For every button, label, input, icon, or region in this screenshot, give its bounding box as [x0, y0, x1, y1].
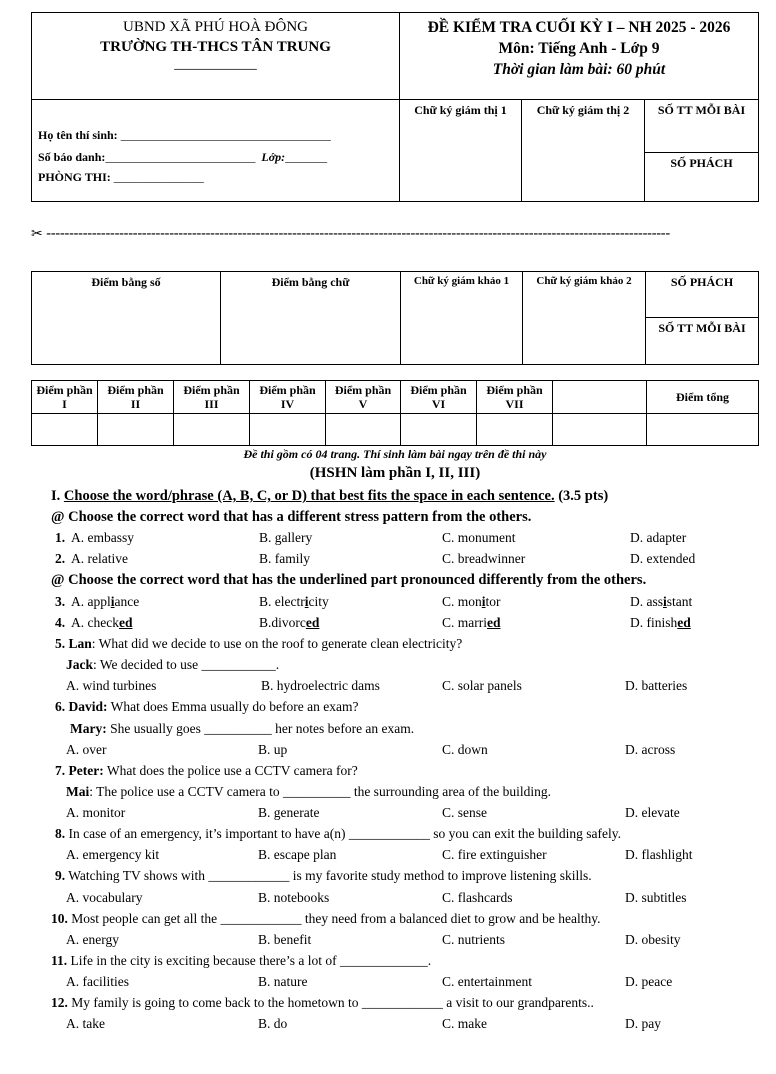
q5-line1: 5. Lan: What did we decide to use on the roof to generate clean electricity? [55, 636, 463, 651]
part-score-3[interactable] [174, 414, 250, 446]
q7-option-c[interactable]: C. sense [442, 805, 487, 820]
q2-option-b[interactable]: B. family [259, 551, 310, 566]
q10-stem: 10. Most people can get all the ____________ they need from a balanced diet to grow and be healthy. [51, 911, 601, 926]
name-line[interactable]: ___________________________________ [120, 128, 331, 142]
exam-title: ĐỀ KIỂM TRA CUỐI KỲ I – NH 2025 - 2026 [427, 19, 731, 36]
q9-option-c[interactable]: C. flashcards [442, 890, 513, 905]
q10-option-b[interactable]: B. benefit [258, 932, 312, 947]
part-score-blank [553, 414, 647, 446]
name-label: Họ tên thí sinh: [38, 128, 118, 142]
part-col-7: Điểm phần VII [477, 381, 553, 414]
q1-option-c[interactable]: C. monument [442, 530, 516, 545]
stress-instructions: @ Choose the correct word that has a different stress pattern from the others. [51, 509, 532, 525]
q6-line2: Mary: She usually goes __________ her notes before an exam. [70, 721, 415, 736]
q12-option-a[interactable]: A. take [66, 1016, 105, 1031]
section1-title: I. Choose the word/phrase (A, B, C, or D) that best fits the space in each sentence. (3.5 pts) [51, 488, 609, 504]
q5-option-a[interactable]: A. wind turbines [66, 678, 157, 693]
q8-option-c[interactable]: C. fire extinguisher [442, 847, 547, 862]
q9-option-b[interactable]: B. notebooks [258, 890, 330, 905]
q7-line2: Mai: The police use a CCTV camera to __________ the surrounding area of the building. [66, 784, 552, 799]
q2-option-d[interactable]: D. extended [630, 551, 696, 566]
q3-option-d[interactable]: D. assistant [630, 594, 693, 609]
part-col-4: Điểm phần IV [250, 381, 326, 414]
q6-option-a[interactable]: A. over [66, 742, 107, 757]
score-word-cell: Điểm bằng chữ [221, 272, 401, 365]
q5-line2: Jack: We decided to use ___________. [66, 657, 280, 672]
score-number-cell: Điểm bằng số [32, 272, 221, 365]
stt-box: SỐ TT MỖI BÀI [645, 100, 759, 153]
exam-subject: Môn: Tiếng Anh - Lớp 9 [498, 40, 660, 57]
part-score-4[interactable] [250, 414, 326, 446]
q6-option-d[interactable]: D. across [625, 742, 676, 757]
q7-line1: 7. Peter: What does the police use a CCTV camera for? [55, 763, 358, 778]
q12-option-d[interactable]: D. pay [625, 1016, 661, 1031]
exam-duration: Thời gian làm bài: 60 phút [492, 61, 666, 78]
q4-option-c[interactable]: C. married [442, 615, 501, 630]
exam-title-cell [400, 13, 759, 100]
q12-option-c[interactable]: C. make [442, 1016, 487, 1031]
school-cell [32, 13, 400, 100]
q11-option-c[interactable]: C. entertainment [442, 974, 532, 989]
header-table [31, 12, 759, 202]
q10-option-c[interactable]: C. nutrients [442, 932, 505, 947]
q8-option-d[interactable]: D. flashlight [625, 847, 693, 862]
school-underline: ___________ [174, 56, 257, 72]
q6-option-b[interactable]: B. up [258, 742, 288, 757]
class-label: Lớp: [261, 150, 286, 164]
part-score-2[interactable] [98, 414, 174, 446]
q8-option-a[interactable]: A. emergency kit [66, 847, 160, 862]
q3-option-c[interactable]: C. monitor [442, 594, 501, 609]
part-scores-table [31, 380, 759, 446]
q1-option-b[interactable]: B. gallery [259, 530, 313, 545]
q9-option-a[interactable]: A. vocabulary [66, 890, 143, 905]
q6-option-c[interactable]: C. down [442, 742, 488, 757]
q11-option-b[interactable]: B. nature [258, 974, 308, 989]
part-col-1: Điểm phần I [32, 381, 98, 414]
id-label: Số báo danh: [38, 150, 106, 164]
part-col-5: Điểm phần V [326, 381, 401, 414]
room-label: PHÒNG THI: [38, 170, 111, 184]
class-line[interactable]: _______ [285, 150, 328, 164]
q1-option-d[interactable]: D. adapter [630, 530, 687, 545]
q7-option-d[interactable]: D. elevate [625, 805, 680, 820]
q5-option-d[interactable]: D. batteries [625, 678, 688, 693]
q2-option-c[interactable]: C. breadwinner [442, 551, 526, 566]
total-score[interactable] [647, 414, 759, 446]
q10-option-a[interactable]: A. energy [66, 932, 119, 947]
pronunciation-instructions: @ Choose the correct word that has the underlined part pronounced differently from the others. [51, 572, 647, 588]
q4-number: 4. [55, 615, 66, 630]
q10-option-d[interactable]: D. obesity [625, 932, 681, 947]
q12-option-b[interactable]: B. do [258, 1016, 288, 1031]
examiner1-signature: Chữ ký giám khảo 1 [401, 272, 523, 365]
room-line[interactable]: _______________ [113, 170, 204, 184]
part-col-blank [553, 381, 647, 414]
q4-option-a[interactable]: A. checked [71, 615, 133, 630]
pages-note: Đề thi gồm có 04 trang. Thí sinh làm bài ngay trên đề thi này [243, 447, 547, 461]
q7-option-b[interactable]: B. generate [258, 805, 320, 820]
q11-option-d[interactable]: D. peace [625, 974, 673, 989]
q6-line1: 6. David: What does Emma usually do before an exam? [55, 699, 359, 714]
cut-line: ✂ ----------------------------------------------------------------------------------------------------------------------------------------- [31, 226, 670, 242]
part-col-2: Điểm phần II [98, 381, 174, 414]
q7-option-a[interactable]: A. monitor [66, 805, 126, 820]
q1-number: 1. [55, 530, 66, 545]
part-score-6[interactable] [401, 414, 477, 446]
grading-stt-box: SỐ TT MỖI BÀI [646, 318, 759, 365]
id-line[interactable]: _________________________ [105, 150, 256, 164]
q12-stem: 12. My family is going to come back to the hometown to ____________ a visit to our grandparents.. [51, 995, 594, 1010]
q5-option-b[interactable]: B. hydroelectric dams [261, 678, 380, 693]
q8-stem: 8. In case of an emergency, it’s important to have a(n) ____________ so you can exit the building safely. [55, 826, 621, 841]
part-score-7[interactable] [477, 414, 553, 446]
q2-number: 2. [55, 551, 66, 566]
grading-table [31, 271, 759, 365]
q4-option-d[interactable]: D. finished [630, 615, 691, 630]
hshn-note: (HSHN làm phần I, II, III) [309, 465, 481, 481]
examiner2-signature: Chữ ký giám khảo 2 [523, 272, 646, 365]
q3-number: 3. [55, 594, 66, 609]
part-col-6: Điểm phần VI [401, 381, 477, 414]
proctor2-signature: Chữ ký giám thị 2 [522, 100, 645, 202]
phach-box: SỐ PHÁCH [645, 153, 759, 202]
q11-option-a[interactable]: A. facilities [66, 974, 129, 989]
q3-option-a[interactable]: A. appliance [71, 594, 140, 609]
part-col-3: Điểm phần III [174, 381, 250, 414]
district-name: UBND XÃ PHÚ HOÀ ĐÔNG [122, 19, 308, 35]
part-score-5[interactable] [326, 414, 401, 446]
q9-stem: 9. Watching TV shows with ____________ is my favorite study method to improve listening skills. [55, 868, 592, 883]
grading-phach-box: SỐ PHÁCH [646, 272, 759, 318]
student-info-cell [32, 100, 400, 202]
q5-option-c[interactable]: C. solar panels [442, 678, 522, 693]
proctor1-signature: Chữ ký giám thị 1 [400, 100, 522, 202]
q4-option-b[interactable]: B.divorced [259, 615, 320, 630]
q9-option-d[interactable]: D. subtitles [625, 890, 687, 905]
q8-option-b[interactable]: B. escape plan [258, 847, 337, 862]
q2-option-a[interactable]: A. relative [71, 551, 128, 566]
q11-stem: 11. Life in the city is exciting because there’s a lot of _____________. [51, 953, 432, 968]
school-name: TRƯỜNG TH-THCS TÂN TRUNG [100, 39, 331, 55]
q3-option-b[interactable]: B. electricity [259, 594, 329, 609]
part-score-1[interactable] [32, 414, 98, 446]
total-score-header: Điểm tổng [647, 381, 759, 414]
q1-option-a[interactable]: A. embassy [71, 530, 134, 545]
